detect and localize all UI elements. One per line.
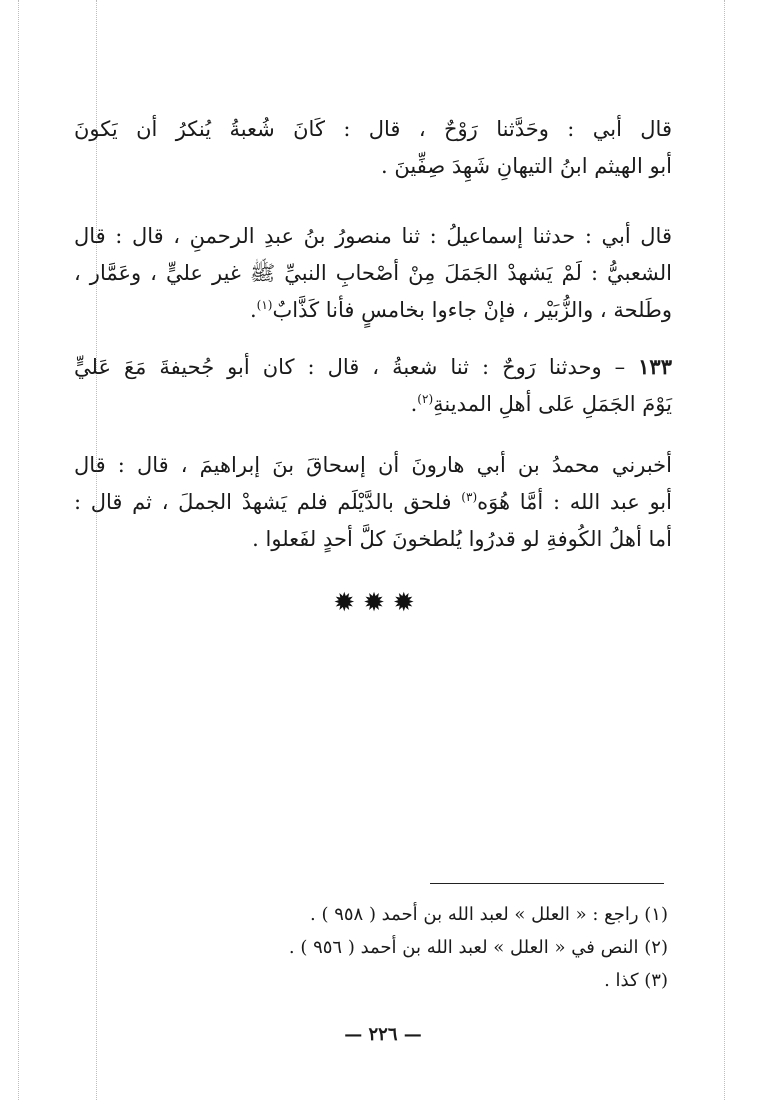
text-line: أخبرني محمدُ بن أبي هارونَ أن إسحاقَ بنَ إبراهيمَ ، قال : قال [74, 453, 672, 477]
entry-number: ١٣٣ [638, 354, 672, 379]
text-line [74, 484, 672, 521]
paragraph-1 [74, 111, 672, 185]
text-line: قال أبي : حدثنا إسماعيلُ : ثنا منصورُ بنُ عبدِ الرحمنِ ، قال : قال [74, 224, 672, 248]
footnote-reference[interactable]: (١) [256, 298, 273, 312]
footnote-reference[interactable]: (٣) [461, 490, 478, 504]
text-line: قال أبي : وحَدَّثنا رَوْحٌ ، قال : كَانَ شُعبةُ يُنكرُ أن يَكونَ [74, 117, 672, 141]
text-line [74, 292, 672, 329]
paragraph-133 [74, 348, 672, 423]
footnote-reference[interactable]: (٢) [417, 392, 434, 406]
text-fragment: – وحدثنا رَوحٌ : ثنا شعبةُ ، قال : كان أبو جُحيفةَ مَعَ عَليٍّ [74, 355, 626, 379]
text-line: الشعبيُّ : لَمْ يَشهدْ الجَمَلَ مِنْ أصْحابِ النبيِّ ﷺ غير عليٍّ ، وعَمَّار ، [74, 261, 672, 285]
footnote-item: (١) راجع : « العلل » لعبد الله بن أحمد ( ٩٥٨ ) . [310, 904, 668, 925]
scan-guide-line [724, 0, 725, 1100]
scan-guide-line [18, 0, 19, 1100]
text-fragment: أبو عبد الله : أمَّا هُوَه [477, 490, 672, 514]
text-fragment: يَوْمَ الجَمَلِ عَلى أهلِ المدينةِ [433, 392, 672, 416]
paragraph-4 [74, 447, 672, 558]
text-line: أبو الهيثم ابنُ التيهانِ شَهِدَ صِفِّينَ . [381, 154, 672, 178]
text-line [74, 348, 672, 386]
footnote-divider [430, 883, 664, 884]
text-line [74, 386, 672, 423]
footnote-item: (٢) النص في « العلل » لعبد الله بن أحمد ( ٩٥٦ ) . [288, 937, 668, 958]
text-fragment: فلحق بالدَّيْلَم فلم يَشهدْ الجملَ ، ثم قال : [74, 490, 452, 514]
sentence-end: . [410, 392, 418, 416]
text-fragment: وطَلحة ، والزُّبَيْر ، فإنْ جاءوا بخامسٍ فأنا كَذَّابٌ [272, 298, 672, 322]
footnote-item: (٣) كذا . [604, 970, 668, 991]
footnotes [200, 898, 668, 997]
page-number: — ٢٢٦ — [344, 1024, 422, 1045]
paragraph-2 [74, 218, 672, 329]
section-ornament: ✹✹✹ [333, 588, 423, 618]
text-line: أما أهلُ الكُوفةِ لو قدرُوا يُلطخونَ كلَّ أحدٍ لفَعلوا . [252, 527, 672, 551]
sentence-end: . [249, 298, 257, 322]
